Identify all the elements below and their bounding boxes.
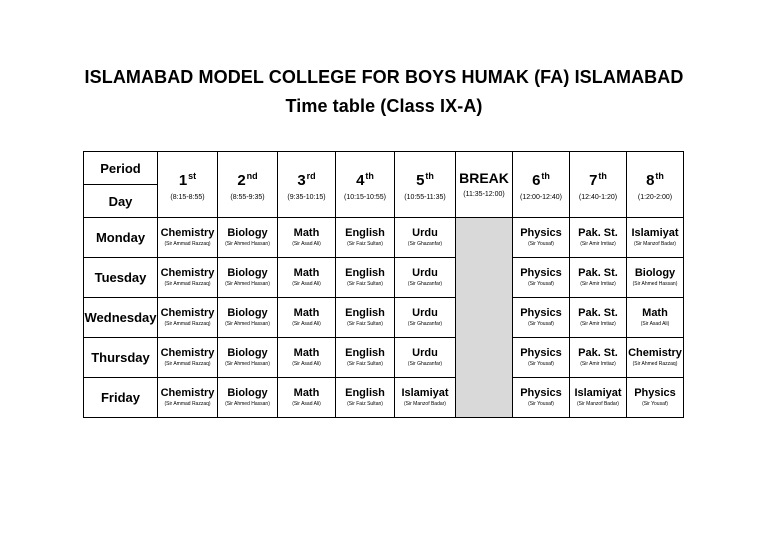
lesson-cell xyxy=(218,218,278,258)
teacher-name: (Sir Asad Ali) xyxy=(640,321,670,327)
subject-name: Pak. St. xyxy=(578,307,618,319)
period-time: (10:55-11:35) xyxy=(404,193,446,201)
teacher-name: (Sir Yousaf) xyxy=(528,401,554,407)
subject-name: Chemistry xyxy=(160,387,215,399)
period-number: 5 xyxy=(416,171,425,189)
lesson-cell xyxy=(570,218,627,258)
lesson-cell xyxy=(218,338,278,378)
subject-name: Math xyxy=(293,347,320,359)
lesson-cell xyxy=(158,338,218,378)
lesson-cell xyxy=(278,218,336,258)
lesson-cell xyxy=(513,218,570,258)
teacher-name: (Sir Ahmed Hassan) xyxy=(225,281,270,287)
teacher-name: (Sir Faiz Sultan) xyxy=(347,281,383,287)
period-time: (1:20-2:00) xyxy=(637,193,673,201)
lesson-cell xyxy=(158,378,218,418)
subject-name: English xyxy=(345,307,385,319)
subject-name: Biology xyxy=(227,347,268,359)
period-number: 7 xyxy=(589,171,598,189)
subject-name: Islamiyat xyxy=(631,227,679,239)
subject-name: Biology xyxy=(227,307,268,319)
period-time: (9:35-10:15) xyxy=(287,193,326,201)
teacher-name: (Sir Ammad Razzaq) xyxy=(164,401,211,407)
subject-name: Physics xyxy=(520,387,562,399)
teacher-name: (Sir Yousaf) xyxy=(642,401,668,407)
teacher-name: (Sir Yousaf) xyxy=(528,281,554,287)
period-number: 6 xyxy=(532,171,541,189)
teacher-name: (Sir Ahmed Hassan) xyxy=(225,361,270,367)
teacher-name: (Sir Faiz Sultan) xyxy=(347,401,383,407)
lesson-cell xyxy=(158,258,218,298)
subject-name: Physics xyxy=(520,227,562,239)
subject-name: English xyxy=(345,267,385,279)
period-suffix: nd xyxy=(246,170,258,181)
lesson-cell xyxy=(570,298,627,338)
lesson-cell xyxy=(513,338,570,378)
lesson-cell xyxy=(278,338,336,378)
period-suffix: rd xyxy=(306,170,316,181)
teacher-name: (Sir Ahmed Razzaq) xyxy=(632,361,678,367)
subject-name: Chemistry xyxy=(628,347,682,359)
period-number: 3 xyxy=(297,171,306,189)
teacher-name: (Sir Yousaf) xyxy=(528,321,554,327)
teacher-name: (Sir Ammad Razzaq) xyxy=(164,241,211,247)
day-rows xyxy=(84,218,684,418)
teacher-name: (Sir Asad Ali) xyxy=(292,321,321,327)
day-row-thursday xyxy=(84,338,684,378)
lesson-cell xyxy=(336,338,395,378)
period-header-3 xyxy=(278,152,336,218)
subject-name: English xyxy=(345,347,385,359)
period-time: (8:55-9:35) xyxy=(230,193,265,201)
subject-name: Math xyxy=(293,307,320,319)
subject-name: Math xyxy=(293,267,320,279)
break-time: (11:35-12:00) xyxy=(463,191,505,198)
teacher-name: (Sir Ahmed Hassan) xyxy=(225,241,270,247)
subject-name: Math xyxy=(642,307,668,319)
lesson-cell xyxy=(336,258,395,298)
teacher-name: (Sir Ahmed Hassan) xyxy=(225,401,270,407)
teacher-name: (Sir Amir Imtiaz) xyxy=(580,281,616,287)
teacher-name: (Sir Manzof Badar) xyxy=(404,401,446,407)
day-row-tuesday xyxy=(84,258,684,298)
timetable xyxy=(83,151,684,418)
college-title: ISLAMABAD MODEL COLLEGE FOR BOYS HUMAK (FA) ISLAMABAD xyxy=(84,67,684,87)
lesson-cell xyxy=(158,298,218,338)
lesson-cell xyxy=(627,258,684,298)
subject-name: Urdu xyxy=(412,267,438,279)
period-header-1 xyxy=(158,152,218,218)
subject-name: Biology xyxy=(634,267,676,279)
subject-name: Islamiyat xyxy=(401,387,449,399)
period-number: 2 xyxy=(237,171,246,189)
day-name: Wednesday xyxy=(84,298,158,338)
period-number: 4 xyxy=(356,171,365,189)
subject-name: Physics xyxy=(520,347,562,359)
day-name: Tuesday xyxy=(84,258,158,298)
subject-name: English xyxy=(345,227,385,239)
lesson-cell xyxy=(158,218,218,258)
lesson-cell xyxy=(395,218,456,258)
subject-name: Chemistry xyxy=(160,267,215,279)
period-suffix: th xyxy=(541,170,550,181)
teacher-name: (Sir Ghazanfar) xyxy=(407,321,443,327)
subject-name: Pak. St. xyxy=(578,227,618,239)
break-column xyxy=(456,218,513,418)
lesson-cell xyxy=(513,258,570,298)
teacher-name: (Sir Yousaf) xyxy=(528,241,554,247)
subject-name: Islamiyat xyxy=(574,387,622,399)
subject-name: Physics xyxy=(634,387,676,399)
teacher-name: (Sir Ahmed Hassan) xyxy=(225,321,270,327)
lesson-cell xyxy=(395,298,456,338)
lesson-cell xyxy=(218,258,278,298)
teacher-name: (Sir Asad Ali) xyxy=(292,361,321,367)
period-suffix: th xyxy=(655,170,664,181)
lesson-cell xyxy=(627,338,684,378)
period-number: 1 xyxy=(178,171,188,189)
teacher-name: (Sir Ammad Razzaq) xyxy=(164,281,211,287)
subject-name: Biology xyxy=(227,267,268,279)
subject-name: English xyxy=(345,387,385,399)
teacher-name: (Sir Ahmed Hassan) xyxy=(632,281,678,287)
period-header-6 xyxy=(513,152,570,218)
subject-name: Pak. St. xyxy=(578,347,618,359)
lesson-cell xyxy=(627,218,684,258)
lesson-cell xyxy=(627,378,684,418)
subject-name: Math xyxy=(293,227,320,239)
period-time: (8:15-8:55) xyxy=(170,193,205,201)
subject-name: Urdu xyxy=(412,307,438,319)
subject-name: Pak. St. xyxy=(578,267,618,279)
period-header-2 xyxy=(218,152,278,218)
teacher-name: (Sir Amir Imtiaz) xyxy=(580,321,616,327)
period-header-4 xyxy=(336,152,395,218)
lesson-cell xyxy=(395,378,456,418)
break-label: BREAK xyxy=(459,170,509,186)
subject-name: Biology xyxy=(227,387,268,399)
teacher-name: (Sir Manzof Badar) xyxy=(577,401,619,407)
lesson-cell xyxy=(627,298,684,338)
lesson-cell xyxy=(218,378,278,418)
teacher-name: (Sir Faiz Sultan) xyxy=(347,241,383,247)
teacher-name: (Sir Ghazanfar) xyxy=(407,241,443,247)
subject-name: Math xyxy=(293,387,320,399)
teacher-name: (Sir Asad Ali) xyxy=(292,241,321,247)
subject-name: Chemistry xyxy=(160,347,215,359)
teacher-name: (Sir Ghazanfar) xyxy=(407,281,443,287)
teacher-name: (Sir Amir Imtiaz) xyxy=(580,361,616,367)
break-header xyxy=(456,152,513,218)
subject-name: Chemistry xyxy=(160,227,215,239)
period-suffix: th xyxy=(365,170,374,181)
lesson-cell xyxy=(336,298,395,338)
period-time: (10:15-10:55) xyxy=(343,193,387,201)
day-name: Monday xyxy=(84,218,158,258)
day-row-wednesday xyxy=(84,298,684,338)
lesson-cell xyxy=(278,378,336,418)
subject-name: Chemistry xyxy=(160,307,215,319)
day-row-friday xyxy=(84,378,684,418)
teacher-name: (Sir Yousaf) xyxy=(528,361,554,367)
teacher-name: (Sir Faiz Sultan) xyxy=(347,321,383,327)
teacher-name: (Sir Ammad Razzaq) xyxy=(164,361,211,367)
day-label: Day xyxy=(84,185,158,218)
lesson-cell xyxy=(513,298,570,338)
period-suffix: th xyxy=(425,170,434,181)
lesson-cell xyxy=(570,378,627,418)
subject-name: Physics xyxy=(520,307,562,319)
period-number: 8 xyxy=(646,171,655,189)
teacher-name: (Sir Asad Ali) xyxy=(292,401,321,407)
lesson-cell xyxy=(218,298,278,338)
period-suffix: st xyxy=(188,170,197,181)
period-header-8 xyxy=(627,152,684,218)
lesson-cell xyxy=(395,338,456,378)
subject-name: Biology xyxy=(227,227,268,239)
subject-name: Urdu xyxy=(412,347,438,359)
lesson-cell xyxy=(570,258,627,298)
day-name: Friday xyxy=(84,378,158,418)
timetable-title: Time table (Class IX-A) xyxy=(285,96,483,116)
lesson-cell xyxy=(278,298,336,338)
lesson-cell xyxy=(336,378,395,418)
period-header-5 xyxy=(395,152,456,218)
teacher-name: (Sir Amir Imtiaz) xyxy=(580,241,616,247)
period-time: (12:40-1:20) xyxy=(578,193,618,201)
teacher-name: (Sir Ammad Razzaq) xyxy=(164,321,211,327)
subject-name: Urdu xyxy=(412,227,438,239)
lesson-cell xyxy=(336,218,395,258)
lesson-cell xyxy=(395,258,456,298)
lesson-cell xyxy=(278,258,336,298)
period-time: (12:00-12:40) xyxy=(519,193,563,201)
teacher-name: (Sir Manzof Badar) xyxy=(634,241,676,247)
period-suffix: th xyxy=(598,170,607,181)
period-header-7 xyxy=(570,152,627,218)
day-row-monday xyxy=(84,218,684,258)
teacher-name: (Sir Ghazanfar) xyxy=(407,361,443,367)
teacher-name: (Sir Asad Ali) xyxy=(292,281,321,287)
teacher-name: (Sir Faiz Sultan) xyxy=(347,361,383,367)
lesson-cell xyxy=(513,378,570,418)
subject-name: Physics xyxy=(520,267,562,279)
period-label: Period xyxy=(84,152,158,185)
day-name: Thursday xyxy=(84,338,158,378)
lesson-cell xyxy=(570,338,627,378)
